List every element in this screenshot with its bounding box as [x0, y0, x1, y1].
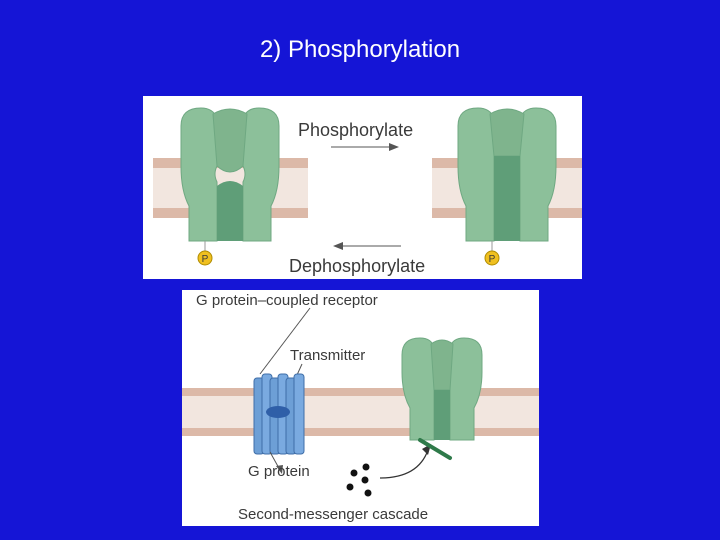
cascade-label: Second-messenger cascade [238, 506, 429, 523]
slide-title: 2) Phosphorylation [259, 36, 461, 63]
g-protein-coupled-receptor [254, 374, 304, 454]
phosphorylation-diagram-panel [143, 96, 582, 279]
second-messenger-diagram [182, 290, 539, 526]
ion-channel-open [458, 108, 556, 254]
second-messenger-molecules [347, 464, 372, 497]
cascade-arrow [380, 450, 428, 478]
svg-text:P: P [201, 254, 209, 265]
ion-channel [402, 338, 482, 458]
gpcr-pointer [260, 308, 310, 374]
phosphorylate-label: Phosphorylate [298, 120, 414, 140]
membrane [182, 388, 539, 436]
transmitter-label: Transmitter [290, 347, 366, 364]
gpcr-label: G protein–coupled receptor [196, 292, 378, 309]
dephosphorylate-label: Dephosphorylate [289, 256, 426, 276]
ion-channel-closed [181, 108, 279, 256]
phosphorylation-diagram [143, 96, 582, 279]
dephosphorylate-arrow [333, 242, 401, 250]
second-messenger-diagram-panel [182, 290, 539, 526]
phosphate-group-right [485, 251, 499, 265]
svg-text:P: P [488, 254, 496, 265]
phosphate-group-left [198, 251, 212, 265]
phosphorylate-arrow [331, 143, 399, 151]
g-protein-label: G protein [248, 463, 310, 480]
